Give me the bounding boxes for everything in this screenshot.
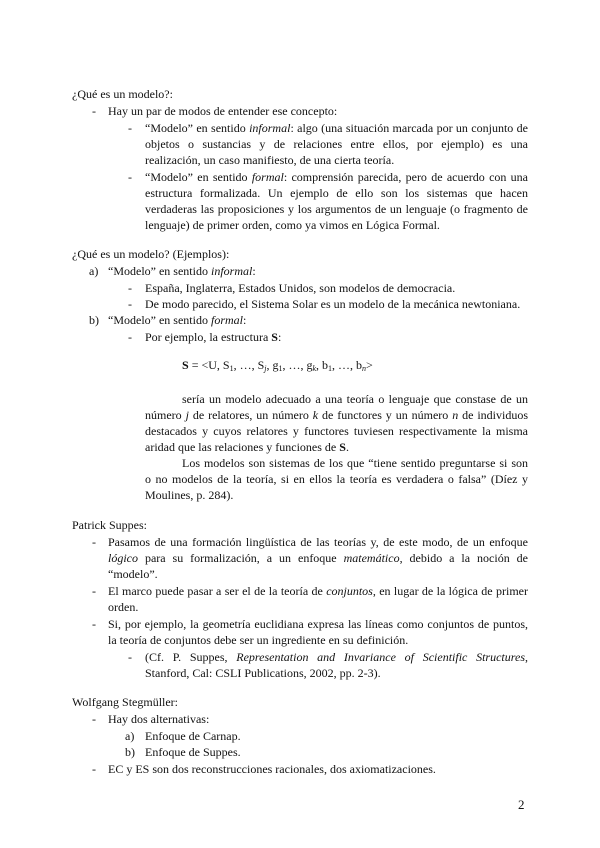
quote-paragraph-line-1: Los modelos son sistemas de los que “tiene sentido preguntarse si son xyxy=(182,456,528,470)
formal-line-3: verdaderas las proposiciones y los argumentos de un lenguaje (o fragmento de xyxy=(145,202,528,216)
term-formal: formal xyxy=(251,170,284,184)
suppes-item1-line-1: Pasamos de una formación lingüística de las teorías y, de este modo, de un enfoque xyxy=(108,535,528,549)
list-item-formal: “Modelo” en sentido formal: xyxy=(108,313,247,327)
model-paragraph-line-2: número j de relatores, un número k de functores y un número n de individuos xyxy=(145,408,529,422)
bullet-dash: - xyxy=(128,650,132,664)
model-paragraph-line-4: aridad que las relaciones y funciones de S. xyxy=(145,440,349,454)
stegmuller-item1: Hay dos alternativas: xyxy=(108,712,210,726)
bullet-dash: - xyxy=(128,297,132,311)
formal-line-1: “Modelo” en sentido formal: comprensión parecida, pero de acuerdo con una xyxy=(145,170,528,184)
quote-paragraph-line-2: o no modelos de la teoría, si en ellos la teoría es verdadera o falsa” (Díez y xyxy=(145,472,528,486)
bullet-dash: - xyxy=(128,121,132,135)
quote-paragraph-line-3: Moulines, p. 284). xyxy=(145,488,234,502)
section-heading-ejemplos: ¿Qué es un modelo? (Ejemplos): xyxy=(72,247,230,261)
bullet-dash: - xyxy=(92,712,96,726)
bullet-dash: - xyxy=(128,170,132,184)
enfoque-suppes: Enfoque de Suppes. xyxy=(145,745,241,759)
list-marker-b: b) xyxy=(89,313,99,327)
formal-line-2: estructura formalizada. Un ejemplo de ello son los sistemas que hacen xyxy=(145,186,528,200)
suppes-item2-line-1: El marco puede pasar a ser el de la teoría de conjuntos, en lugar de la lógica de primer xyxy=(108,584,528,598)
formal-line-4: lenguaje) de primer orden, como ya vimos en Lógica Formal. xyxy=(145,218,440,232)
stegmuller-item2: EC y ES son dos reconstrucciones racionales, dos axiomatizaciones. xyxy=(108,762,436,776)
informal-line-2: objetos o sustancias y de relaciones entre ellos, por ejemplo) es una xyxy=(145,137,528,151)
informal-line-1: “Modelo” en sentido informal: algo (una situación marcada por un conjunto de xyxy=(145,121,528,135)
citation-line-2: Stanford, Cal: CSLI Publications, 2002, pp. 2-3). xyxy=(145,666,381,680)
bullet-dash: - xyxy=(128,281,132,295)
section-heading-que-es-modelo: ¿Qué es un modelo?: xyxy=(72,87,173,101)
structure-formula: S = <U, $S_1$, …, $S_j$, $g_1$, …, $g_k$, $b_1$, …, $b_n>$ xyxy=(182,358,373,373)
enfoque-carnap: Enfoque de Carnap. xyxy=(145,729,241,743)
bullet-dash: - xyxy=(92,104,96,118)
bullet-dash: - xyxy=(92,617,96,631)
model-paragraph-line-3: destacados y cuyos relatores y functores tuviesen respectivamente la misma xyxy=(145,424,528,438)
example-sistema-solar: De modo parecido, el Sistema Solar es un modelo de la mecánica newtoniana. xyxy=(145,297,521,311)
list-item-informal: “Modelo” en sentido informal: xyxy=(108,264,256,278)
suppes-item3-line-1: Si, por ejemplo, la geometría euclidiana expresa las líneas como conjuntos de puntos, xyxy=(108,617,528,631)
model-paragraph-line-1: sería un modelo adecuado a una teoría o lenguaje que constase de un xyxy=(182,392,528,406)
suppes-item2-line-2: orden. xyxy=(108,600,139,614)
informal-line-3: realización, un caso manifiesto, de una cierta teoría. xyxy=(145,153,395,167)
section-heading-suppes: Patrick Suppes: xyxy=(72,518,147,532)
suppes-item1-line-3: “modelo”. xyxy=(108,567,158,581)
page-number: 2 xyxy=(518,797,525,812)
bullet-dash: - xyxy=(92,584,96,598)
suppes-item1-line-2: lógico para su formalización, a un enfoque matemático, debido a la noción de xyxy=(108,551,528,565)
suppes-item3-line-2: la teoría de conjuntos debe ser un ingrediente en su definición. xyxy=(108,633,409,647)
bullet-dash: - xyxy=(92,762,96,776)
list-marker-b: b) xyxy=(125,745,135,759)
bullet-dash: - xyxy=(92,535,96,549)
list-marker-a: a) xyxy=(89,264,99,278)
bullet-dash: - xyxy=(128,330,132,344)
example-estructura: Por ejemplo, la estructura S: xyxy=(145,330,282,344)
citation-line-1: (Cf. P. Suppes, Representation and Invariance of Scientific Structures, xyxy=(145,650,528,664)
list-marker-a: a) xyxy=(125,729,135,743)
example-democracia: España, Inglaterra, Estados Unidos, son modelos de democracia. xyxy=(145,281,456,295)
section-heading-stegmuller: Wolfgang Stegmüller: xyxy=(72,695,179,709)
term-informal: informal xyxy=(249,121,291,135)
list-item: Hay un par de modos de entender ese concepto: xyxy=(108,104,338,118)
